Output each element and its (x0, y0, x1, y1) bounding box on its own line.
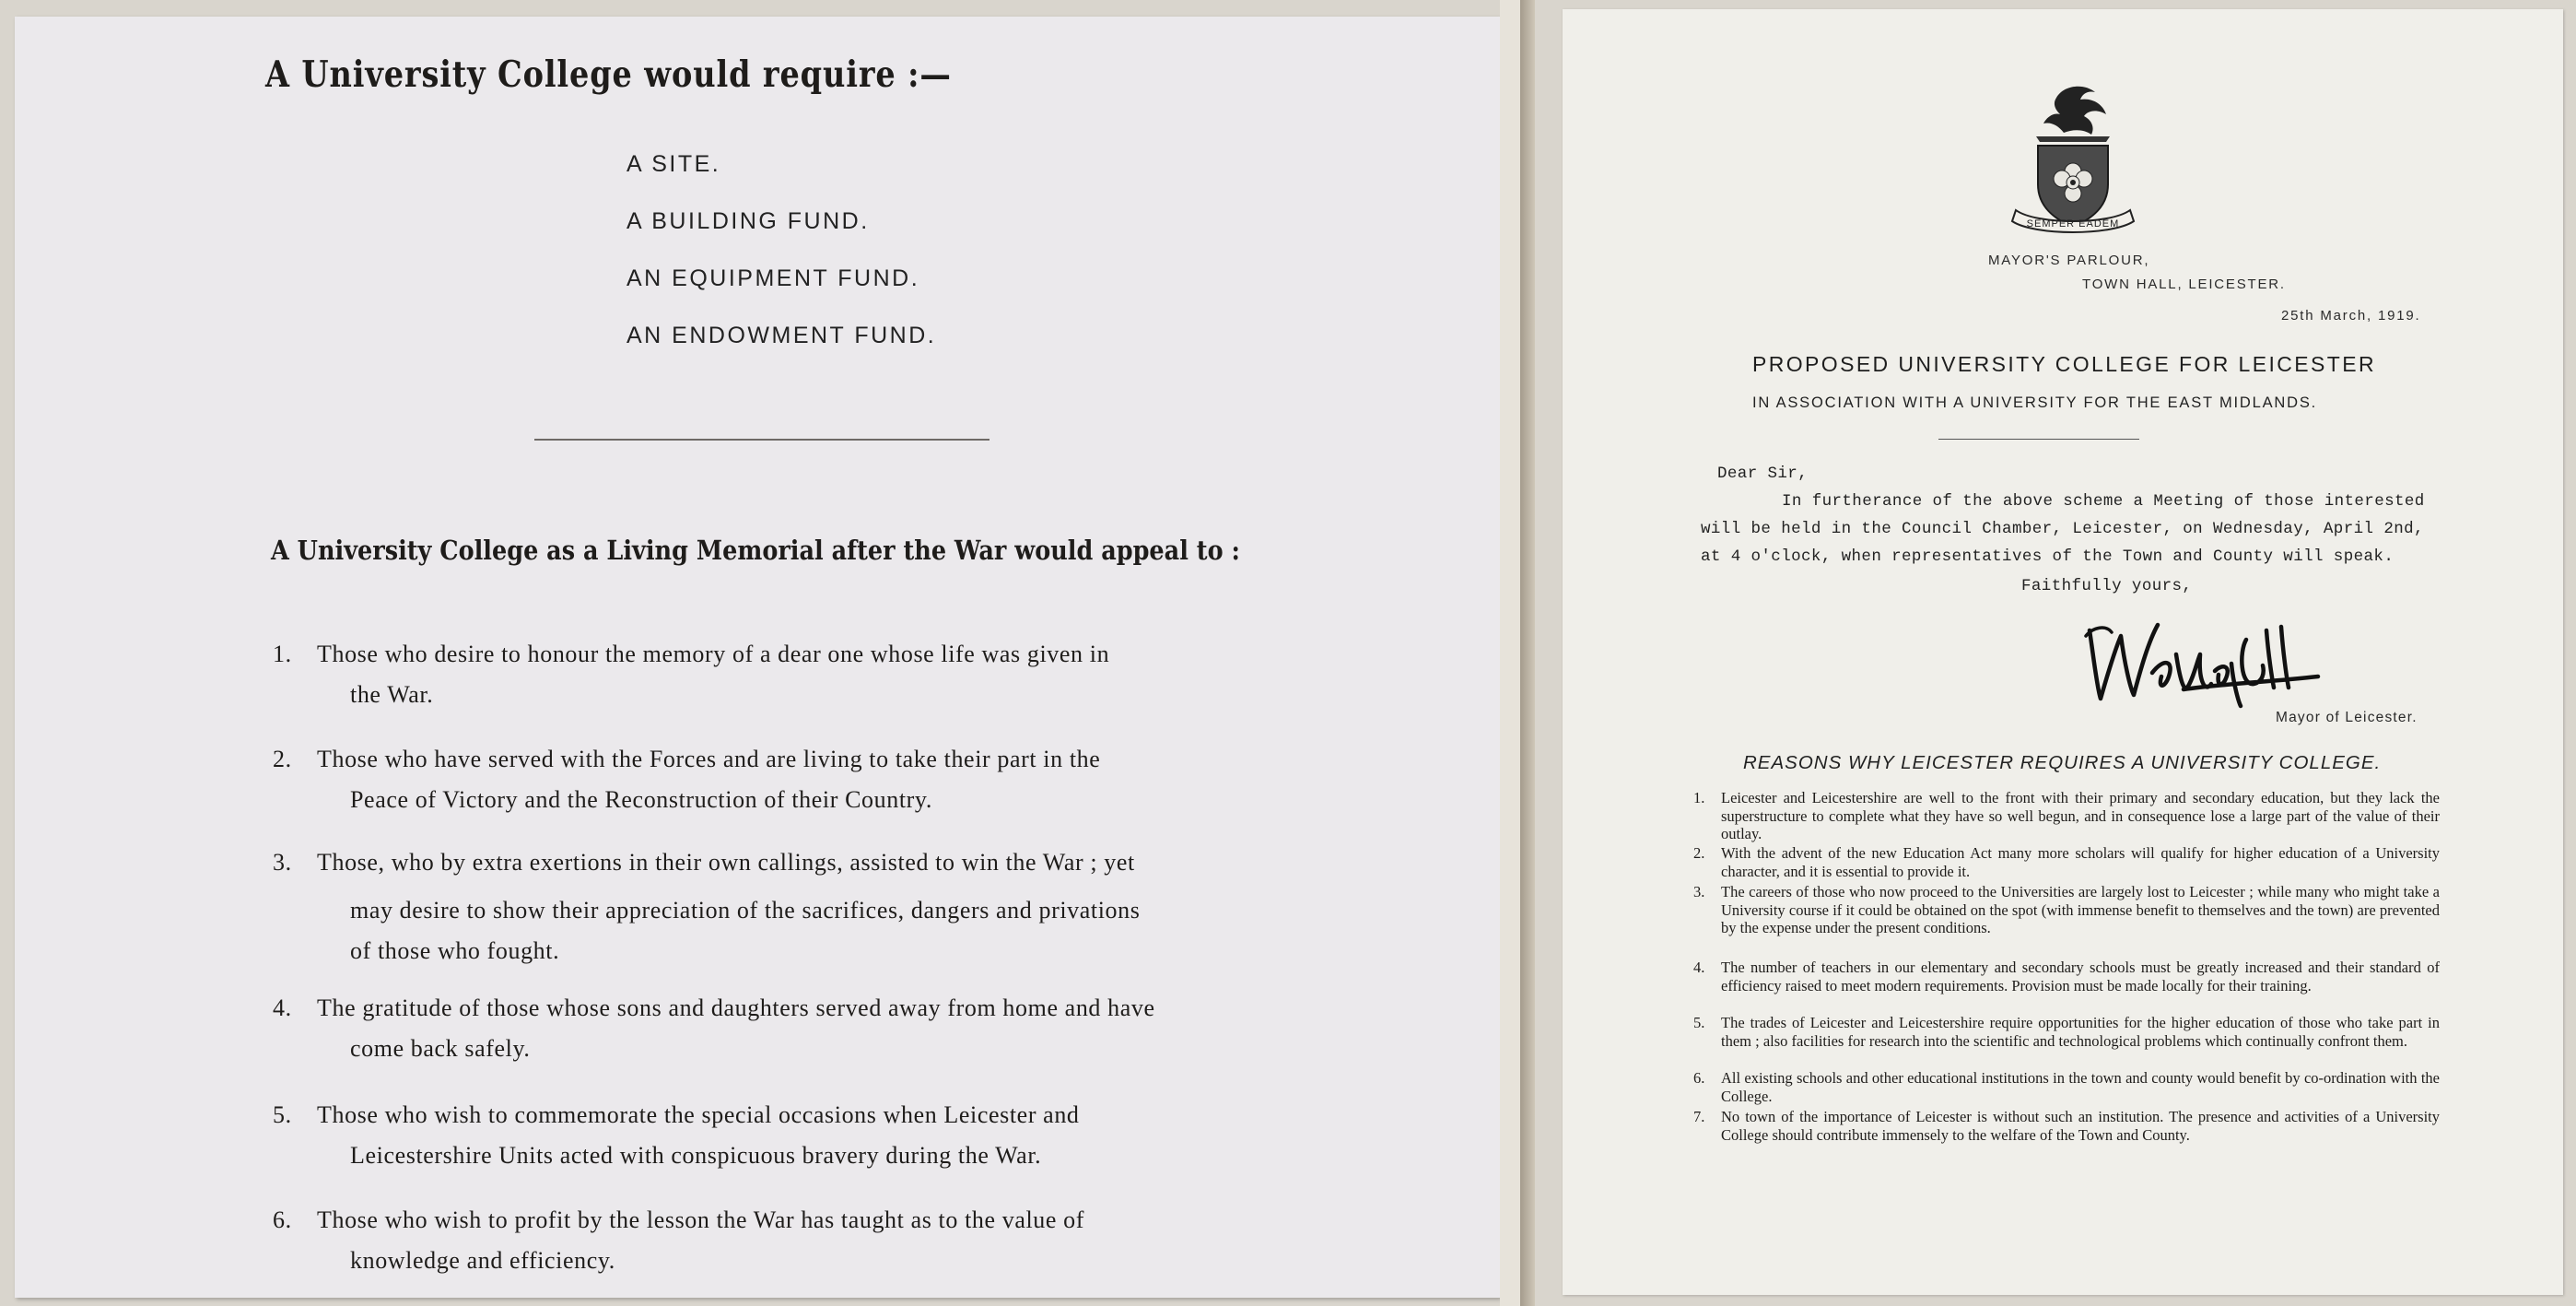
address-line: MAYOR'S PARLOUR, (1988, 253, 2150, 268)
requirement-item: AN EQUIPMENT FUND. (626, 265, 920, 291)
document-title: PROPOSED UNIVERSITY COLLEGE FOR LEICESTER (1752, 352, 2376, 376)
signature (2084, 599, 2324, 710)
appeal-item (273, 988, 1286, 1071)
reason-number: 7. (1693, 1108, 1705, 1125)
reason-item (1693, 1069, 2449, 1106)
appeal-number: 2. (273, 746, 292, 772)
appeal-item (273, 1200, 1286, 1283)
binding-gap (1520, 0, 1535, 1306)
address-line: TOWN HALL, LEICESTER. (2082, 276, 2286, 292)
reason-item (1693, 789, 2449, 844)
appeal-line: Peace of Victory and the Reconstruction of their Country. (350, 786, 932, 813)
letter-body-line: In furtherance of the above scheme a Meeting of those interested (1782, 492, 2425, 511)
reasons-title: REASONS WHY LEICESTER REQUIRES A UNIVERSITY COLLEGE. (1743, 752, 2382, 773)
appeal-line: the War. (350, 681, 434, 708)
appeal-number: 3. (273, 849, 292, 876)
appeal-line: Those who wish to commemorate the special occasions when Leicester and (317, 1101, 1080, 1128)
letter-body-line: at 4 o'clock, when representatives of the Town and County will speak. (1701, 547, 2395, 566)
letter-date: 25th March, 1919. (2281, 308, 2421, 324)
appeal-line: Those, who by extra exertions in their own callings, assisted to win the War ; yet (317, 849, 1135, 876)
page-edge (1500, 0, 1520, 1306)
letter-body-line: will be held in the Council Chamber, Leicester, on Wednesday, April 2nd, (1701, 520, 2424, 538)
reason-item (1693, 1014, 2449, 1069)
appeal-number: 4. (273, 994, 292, 1021)
appeal-item (273, 842, 1286, 971)
reason-item (1693, 844, 2449, 881)
reason-text: The number of teachers in our elementary and secondary schools must be greatly increased and their standard of efficiency raised to meet modern requirements. Provision must be made locally for their training. (1721, 959, 2440, 994)
appeal-line: Those who desire to honour the memory of a dear one whose life was given in (317, 641, 1110, 667)
reason-number: 5. (1693, 1014, 1705, 1031)
reason-text: Leicester and Leicestershire are well to the front with their primary and secondary education, but they lack the superstructure to complete what they have so well begun, and in consequence lose a large part of the value of their outlay. (1721, 789, 2440, 843)
reason-text: The careers of those who now proceed to the Universities are largely lost to Leicester ; while many who might take a University course if it could be obtained on the spot (with immense benefit to themselves and the town) are prevented by the expense under the present conditions. (1721, 883, 2440, 937)
reason-item (1693, 959, 2449, 1014)
requirement-item: A BUILDING FUND. (626, 208, 870, 234)
appeal-number: 1. (273, 641, 292, 667)
salutation: Dear Sir, (1717, 465, 1809, 483)
left-subheading: A University College as a Living Memorial after the War would appeal to : (271, 535, 1240, 566)
right-document-page (1563, 9, 2563, 1295)
crest-graphic (1999, 81, 2147, 238)
appeal-line: Those who have served with the Forces and are living to take their part in the (317, 746, 1101, 772)
crest-motto: SEMPER EADEM (2026, 218, 2120, 229)
reason-number: 1. (1693, 789, 1705, 806)
appeal-line: Leicestershire Units acted with conspicuous bravery during the War. (350, 1142, 1042, 1169)
crest-icon (1999, 81, 2147, 238)
reason-number: 6. (1693, 1069, 1705, 1087)
left-heading: A University College would require :— (265, 53, 952, 96)
requirement-item: A SITE. (626, 151, 721, 177)
appeal-item (273, 634, 1286, 717)
appeal-line: Those who wish to profit by the lesson the War has taught as to the value of (317, 1206, 1084, 1233)
appeal-line: of those who fought. (350, 937, 560, 964)
reason-number: 4. (1693, 959, 1705, 976)
appeal-line: may desire to show their appreciation of the sacrifices, dangers and privations (350, 897, 1141, 924)
divider (1938, 439, 2139, 440)
appeal-item (273, 739, 1286, 822)
appeal-number: 6. (273, 1206, 292, 1233)
reason-number: 3. (1693, 883, 1705, 900)
reason-item (1693, 883, 2449, 957)
reason-text: No town of the importance of Leicester is without such an institution. The presence and activities of a University College should contribute immensely to the welfare of the Town and County. (1721, 1108, 2440, 1144)
reason-text: With the advent of the new Education Act many more scholars will qualify for higher education of a University character, and it is essential to provide it. (1721, 844, 2440, 880)
appeal-line: come back safely. (350, 1035, 531, 1062)
reason-item (1693, 1108, 2449, 1163)
reason-text: The trades of Leicester and Leicestershire require opportunities for the higher education of those who take part in them ; also facilities for research into the scientific and technological problems which continually confront them. (1721, 1014, 2440, 1050)
reason-text: All existing schools and other educational institutions in the town and county would benefit by co-ordination with the College. (1721, 1069, 2440, 1105)
appeal-line: knowledge and efficiency. (350, 1247, 615, 1274)
document-subtitle: IN ASSOCIATION WITH A UNIVERSITY FOR THE EAST MIDLANDS. (1752, 394, 2318, 411)
reason-number: 2. (1693, 844, 1705, 862)
letter-closing: Faithfully yours, (2021, 577, 2193, 595)
requirement-item: AN ENDOWMENT FUND. (626, 323, 937, 348)
left-document-page (15, 17, 1500, 1298)
signatory-title: Mayor of Leicester. (2276, 710, 2418, 725)
appeal-number: 5. (273, 1101, 292, 1128)
appeal-item (273, 1095, 1286, 1178)
appeal-line: The gratitude of those whose sons and daughters served away from home and have (317, 994, 1155, 1021)
divider (534, 439, 989, 441)
